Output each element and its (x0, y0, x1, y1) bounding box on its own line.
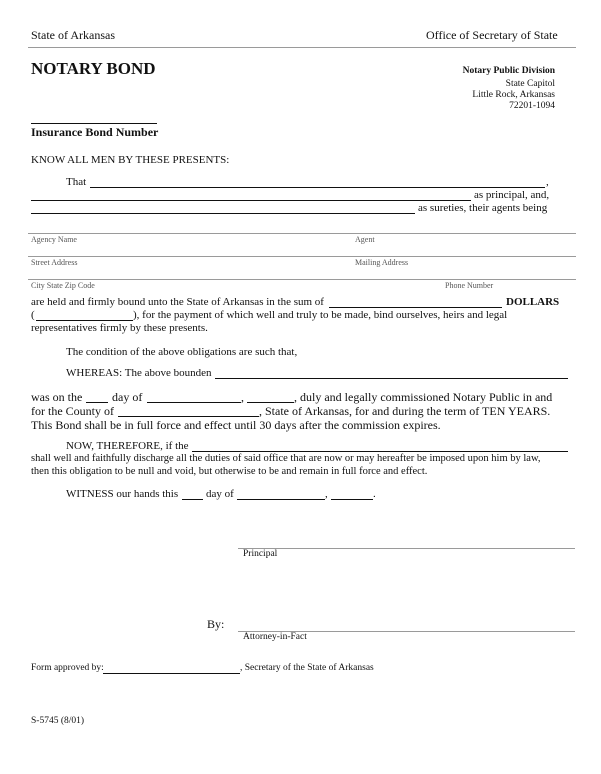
witness-comma: , (325, 488, 328, 500)
commission-day-of: day of (112, 390, 143, 404)
header-state: State of Arkansas (31, 28, 115, 42)
duly-text: , duly and legally commissioned Notary Public in and (294, 390, 553, 404)
bond-number-line[interactable] (31, 123, 157, 124)
bound-line1: are held and firmly bound unto the State of Arkansas in the sum of (31, 296, 324, 308)
shall-line2: then this obligation to be null and void, but otherwise to be and remain in full force and effect. (31, 466, 428, 477)
for-county-text: for the County of (31, 404, 114, 418)
division-line2: Little Rock, Arkansas (472, 90, 555, 100)
witness-text: WITNESS our hands this (66, 488, 179, 500)
commission-comma: , (241, 390, 244, 404)
witness-month-line[interactable] (237, 499, 325, 500)
attorney-label: Attorney-in-Fact (243, 632, 307, 642)
county-line[interactable] (118, 416, 259, 417)
whereas-text: WHEREAS: The above bounden (66, 367, 212, 379)
dollars-label: DOLLARS (506, 296, 560, 308)
commission-month-line[interactable] (147, 402, 241, 403)
that-comma: , (546, 176, 549, 188)
division-name: Notary Public Division (462, 66, 555, 76)
city-row-line[interactable] (28, 279, 576, 280)
mailing-address-label: Mailing Address (355, 258, 409, 267)
paren-open: ( (31, 309, 35, 321)
phone-number-label: Phone Number (445, 281, 494, 290)
intro-text: KNOW ALL MEN BY THESE PRESENTS: (31, 154, 230, 166)
as-sureties-text: as sureties, their agents being (418, 202, 548, 214)
was-on-the-text: was on the (31, 390, 83, 404)
witness-day-line[interactable] (182, 499, 203, 500)
agent-label: Agent (355, 235, 375, 244)
now-therefore-text: NOW, THEREFORE, if the (66, 440, 189, 452)
sum-amount-line[interactable] (329, 307, 502, 308)
agency-name-label: Agency Name (31, 235, 77, 244)
header-divider (28, 47, 576, 48)
city-state-zip-label: City State Zip Code (31, 281, 95, 290)
witness-period: . (373, 488, 376, 500)
state-term-text: , State of Arkansas, for and during the term of TEN YEARS. (259, 404, 551, 418)
bound-line2: ), for the payment of which well and truly to be made, bind ourselves, heirs and legal (133, 309, 508, 321)
witness-day-of: day of (206, 488, 234, 500)
witness-year-line[interactable] (331, 499, 373, 500)
now-therefore-name-line[interactable] (192, 451, 568, 452)
sum-numeric-line[interactable] (36, 320, 133, 321)
division-line3: 72201-1094 (509, 101, 555, 111)
street-address-label: Street Address (31, 258, 78, 267)
commission-day-line[interactable] (86, 402, 108, 403)
that-name-line[interactable] (90, 187, 545, 188)
form-approved-line[interactable] (103, 673, 240, 674)
principal-name-line[interactable] (31, 200, 471, 201)
sureties-name-line[interactable] (31, 213, 415, 214)
agency-row-line[interactable] (28, 233, 576, 234)
form-number: S-5745 (8/01) (31, 716, 85, 726)
principal-signature-line[interactable] (238, 548, 575, 549)
bond-effect-text: This Bond shall be in full force and effect until 30 days after the commission expires. (31, 418, 441, 432)
principal-label: Principal (243, 549, 278, 559)
page-title: NOTARY BOND (31, 59, 156, 78)
form-approved-suffix: , Secretary of the State of Arkansas (240, 663, 374, 673)
division-line1: State Capitol (505, 79, 555, 89)
whereas-name-line[interactable] (215, 378, 568, 379)
address-row-line[interactable] (28, 256, 576, 257)
bound-line3: representatives firmly by these presents. (31, 322, 208, 334)
insurance-bond-number-label: Insurance Bond Number (31, 125, 159, 139)
form-approved-label: Form approved by: (31, 663, 104, 673)
header-office: Office of Secretary of State (426, 28, 558, 42)
commission-year-line[interactable] (247, 402, 294, 403)
shall-line1: shall well and faithfully discharge all the duties of said office that are now or may hereafter be imposed upon him by law, (31, 453, 541, 464)
condition-text: The condition of the above obligations are such that, (66, 346, 298, 358)
by-label: By: (207, 617, 225, 631)
as-principal-text: as principal, and, (474, 189, 550, 201)
that-label: That (66, 176, 87, 188)
